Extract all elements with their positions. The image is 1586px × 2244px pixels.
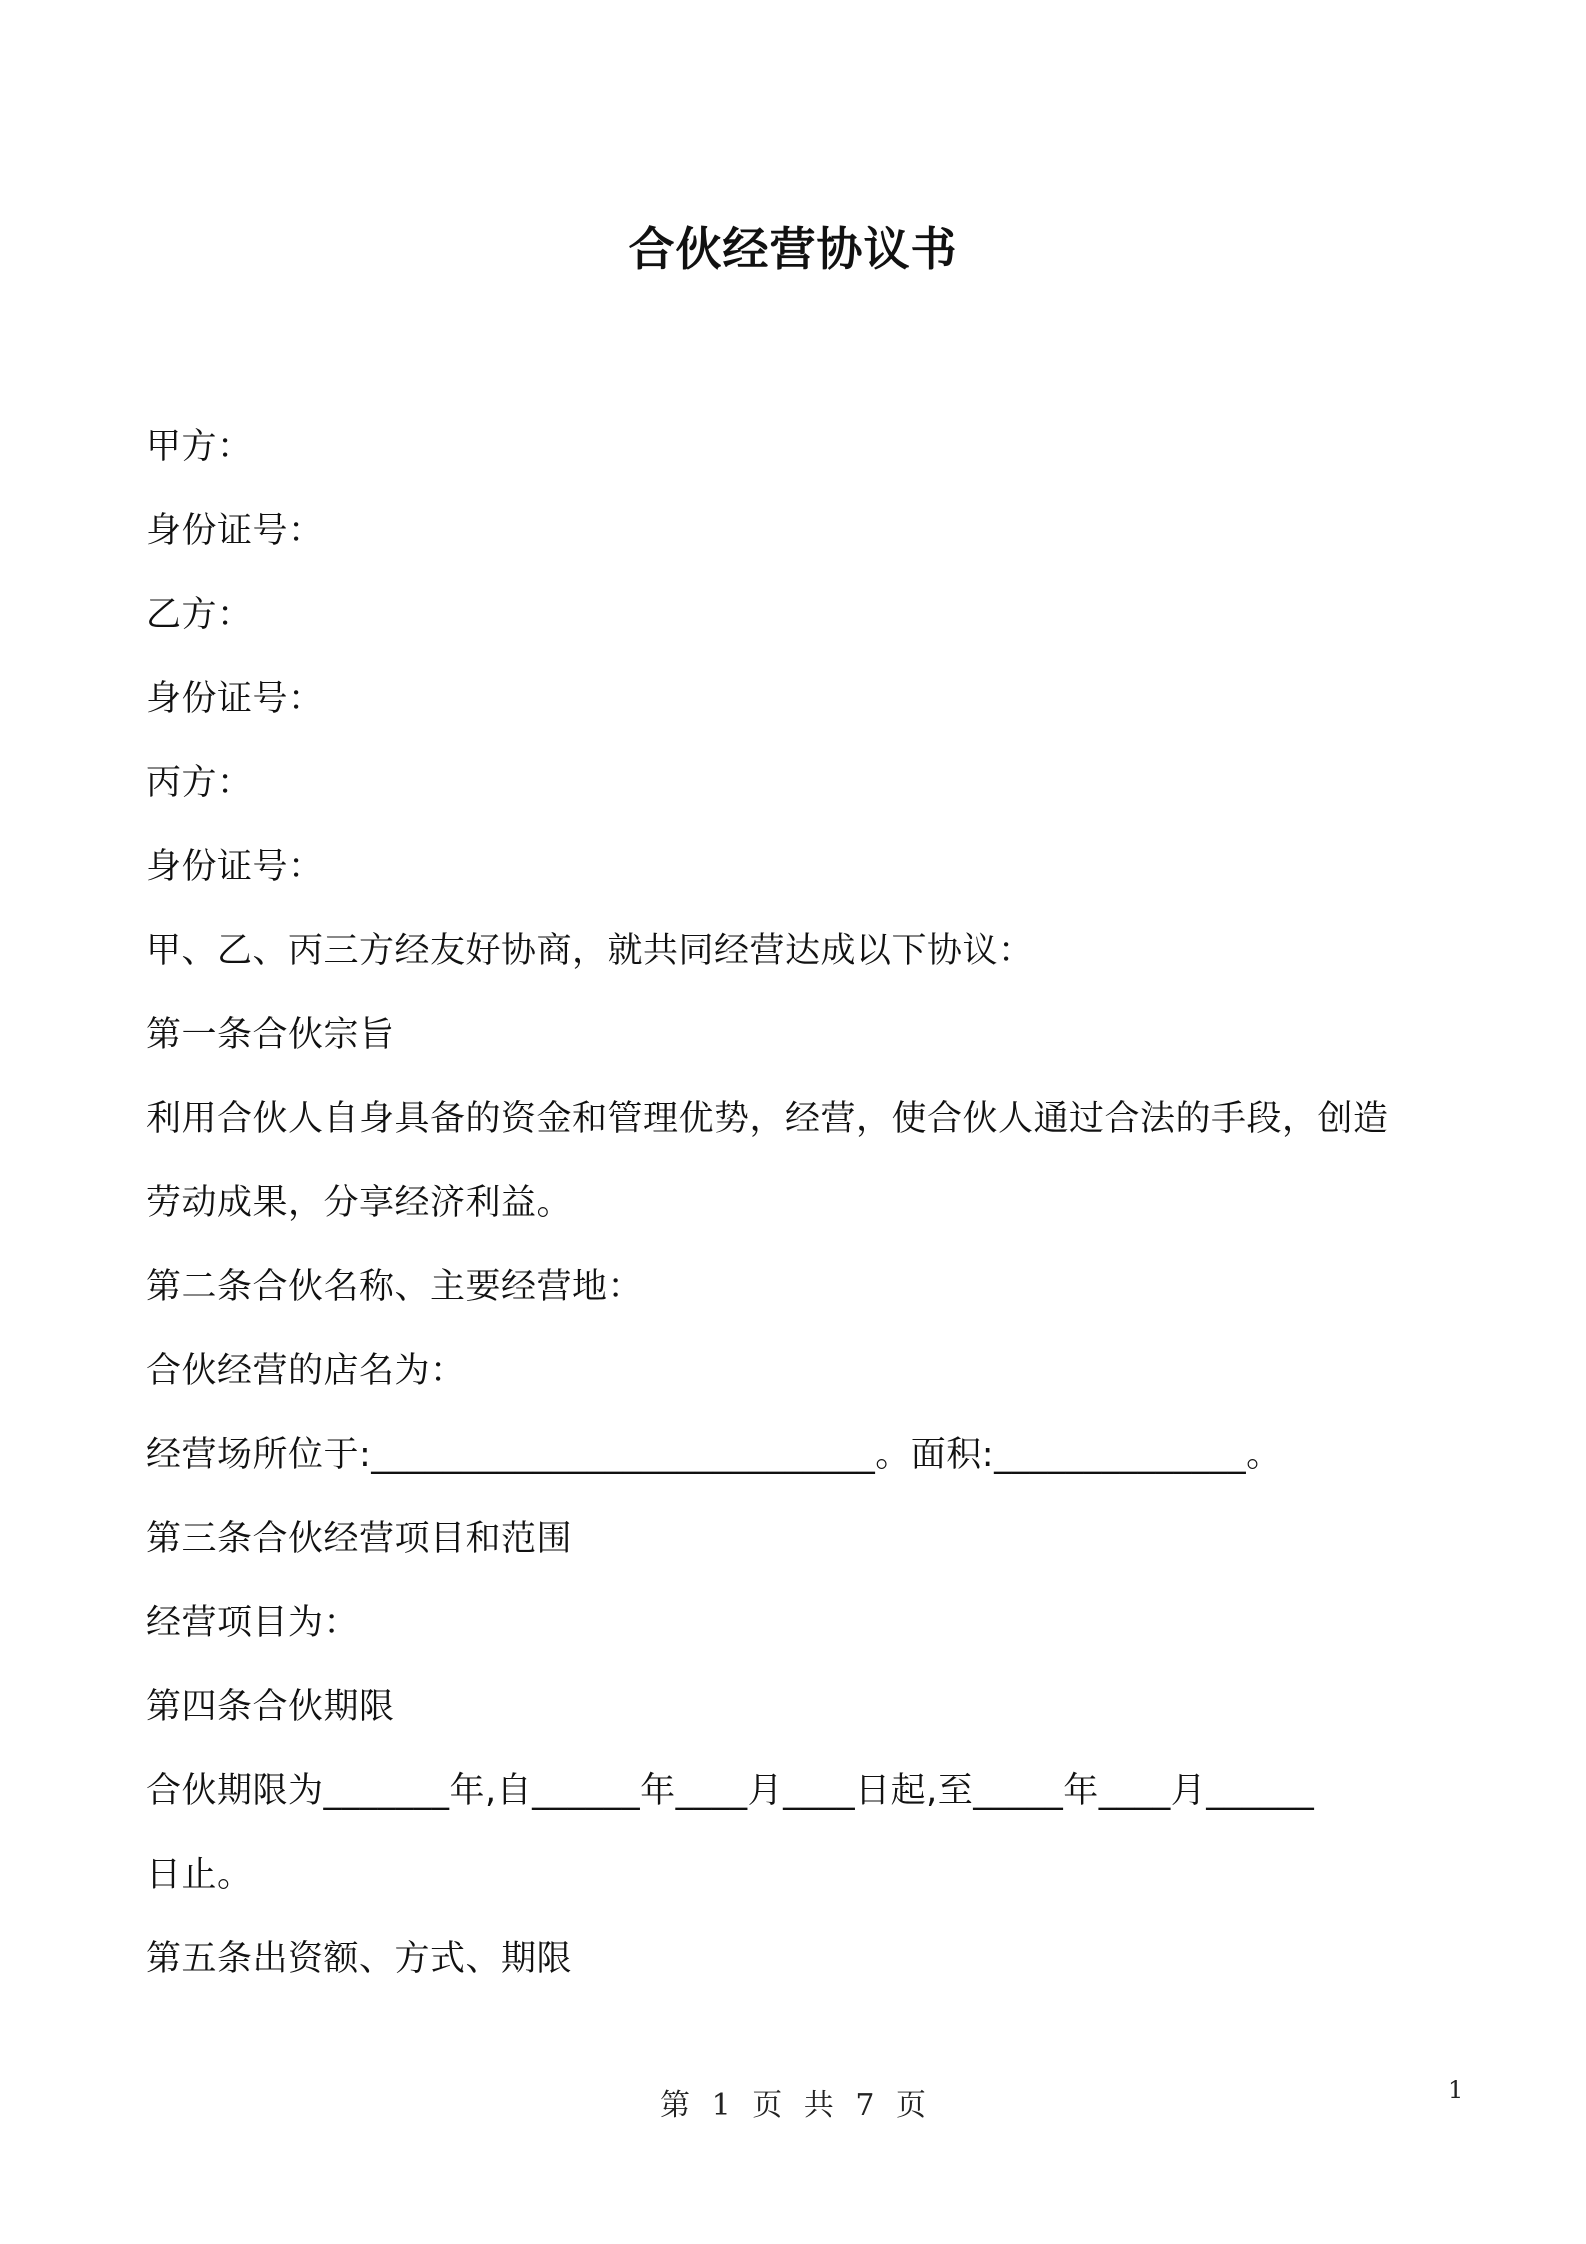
party-c-label: 丙方： — [146, 763, 253, 803]
total-pages: 7 — [855, 2088, 875, 2123]
business-items-field: 经营项目为： — [146, 1603, 360, 1643]
article-1-text-line-2: 劳动成果，分享经济利益。 — [146, 1183, 573, 1223]
article-3-heading: 第三条合伙经营项目和范围 — [146, 1519, 573, 1559]
party-c-id-label: 身份证号： — [146, 847, 324, 887]
party-b-id-label: 身份证号： — [146, 679, 324, 719]
party-a-label: 甲方： — [146, 427, 253, 467]
location-area-field: 经营场所位于:____________________________。面积:______________。 — [146, 1435, 1282, 1475]
current-page: 1 — [711, 2088, 731, 2123]
article-4-heading: 第四条合伙期限 — [146, 1687, 395, 1727]
party-a-id-label: 身份证号： — [146, 511, 324, 551]
article-1-text-line-1: 利用合伙人自身具备的资金和管理优势，经营，使合伙人通过合法的手段，创造 — [146, 1099, 1389, 1139]
article-2-heading: 第二条合伙名称、主要经营地： — [146, 1267, 644, 1307]
shop-name-field: 合伙经营的店名为： — [146, 1351, 466, 1391]
article-5-heading: 第五条出资额、方式、期限 — [146, 1939, 573, 1979]
term-field-line-2: 日止。 — [146, 1855, 253, 1895]
term-field-line-1: 合伙期限为_______年,自______年____月____日起,至_____年____月______ — [146, 1771, 1315, 1811]
page-label-2: 页 — [752, 2088, 783, 2123]
page-label-1: 第 — [660, 2088, 691, 2123]
page-indicator — [0, 2080, 1586, 2124]
document-body — [146, 405, 1476, 2001]
agreement-intro: 甲、乙、丙三方经友好协商，就共同经营达成以下协议： — [146, 931, 1034, 971]
page-label-3: 共 — [803, 2088, 834, 2123]
page-number: 1 — [1448, 2076, 1464, 2104]
party-b-label: 乙方： — [146, 595, 253, 635]
page-label-4: 页 — [895, 2088, 926, 2123]
article-1-heading: 第一条合伙宗旨 — [146, 1015, 395, 1055]
document-title: 合伙经营协议书 — [628, 222, 958, 276]
